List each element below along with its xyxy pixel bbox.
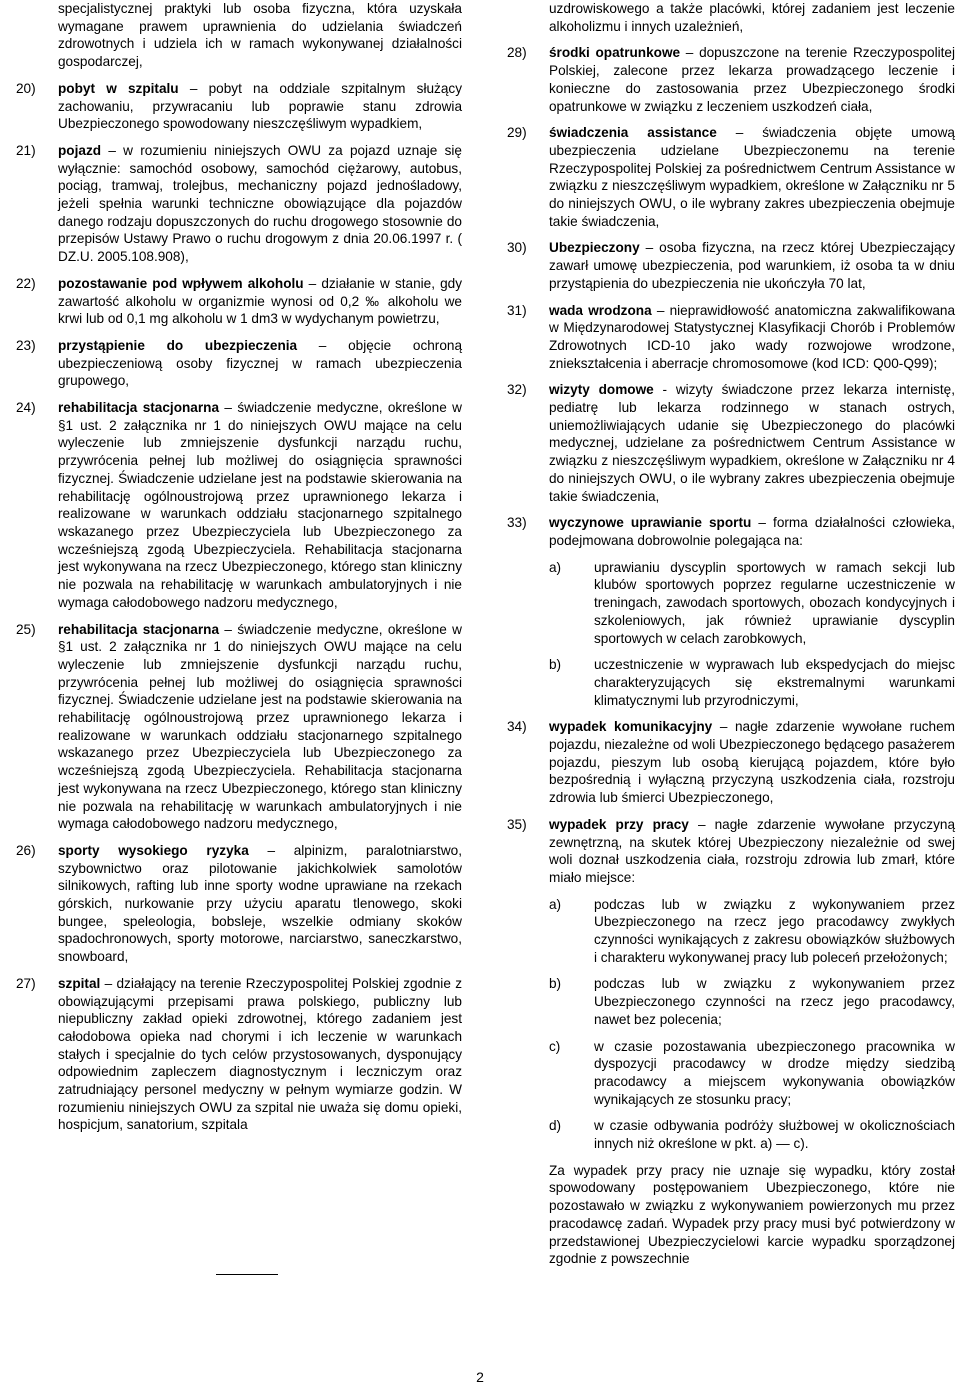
item-text: – świadczenie medyczne, określone w §1 ust. 2 załącznika nr 1 do niniejszych OWU mające na celu wyleczenie lub zmniejszenie dysfunkcji narządu ruchu, przywrócenia pełnej lub możliwej do osiągnięcia sprawności fizycznej. Świadczenie udzielane jest na podstawie skierowania na rehabilitację ogólnoustrojową przez uprawnionego lekarza i realizowane w warunkach oddziału stacjonarnego szpitalnego wskazanego przez Ubezpieczyciela lub Ubezpieczonego za wcześniejszą zgodą Ubezpieczyciela. Rehabilitacja stacjonarna jest wykonywana na rzecz Ubezpieczonego, którego stan kliniczny nie pozwala na rehabilitację w warunkach ambulatoryjnych i nie wymaga całodobowego nadzoru medycznego, — [58, 400, 462, 610]
item-text: – świadczenie medyczne, określone w §1 ust. 2 załącznika nr 1 do niniejszych OWU mające na celu wyleczenie lub zmniejszenie dysfunkcji narządu ruchu, przywrócenia pełnej lub możliwej do osiągnięcia sprawności fizycznej. Świadczenie udzielane jest na podstawie skierowania na rehabilitację ogólnoustrojową przez uprawnionego lekarza i realizowane w warunkach oddziału stacjonarnego szpitalnego wskazanego przez Ubezpieczyciela lub Ubezpieczonego za wcześniejszą zgodą Ubezpieczyciela. Rehabilitacja stacjonarna jest wykonywana na rzecz Ubezpieczonego, którego stan kliniczny nie pozwala na rehabilitację w warunkach ambulatoryjnych i nie wymaga całodobowego nadzoru medycznego, — [58, 621, 462, 832]
definition-29 — [507, 124, 955, 230]
item-text: - wizyty świadczone przez lekarza internistę, pediatrę lub lekarza rodzinnego w stanach ostrych, uniemożliwiających udanie się Ubezpieczonego do placówki medycznej, udzielane za pośrednictwem Centrum Assistance w związku z nieszczęśliwym wypadkiem, określone w Załączniku nr 4 do niniejszych OWU, o ile wybrany zakres ubezpieczenia obejmuje takie świadczenia, — [549, 382, 956, 504]
item-number: 28) — [507, 45, 527, 61]
paragraph-intro-right: uzdrowiskowego a także placówki, której zadaniem jest leczenie alkoholizmu i innych uzależnień, — [549, 1, 955, 34]
item-term: wypadek komunikacyjny — [549, 719, 713, 735]
subitem-text: w czasie pozostawania ubezpieczonego pracownika w dyspozycji pracodawcy w drodze między siedzibą pracodawcy a miejscem wykonywania obowiązków wynikających ze stosunku pracy; — [594, 1038, 955, 1107]
subitem-text: w czasie odbywania podróży służbowej w okolicznościach innych niż określone w pkt. a) — c). — [594, 1118, 955, 1152]
item-number: 27) — [16, 975, 36, 991]
item-term: sporty wysokiego ryzyka — [58, 842, 249, 858]
paragraph-intro-left: specjalistycznej praktyki lub osoba fizyczna, która uzyskała wymagane prawem uprawnienia do udzielania świadczeń zdrowotnych i udziela ich w ramach wykonywanej działalności gospodarczej, — [58, 1, 462, 70]
definition-28 — [507, 44, 955, 115]
subitem-letter: c) — [549, 1038, 561, 1054]
definition-35-subitems — [507, 896, 955, 1153]
item-number: 25) — [16, 621, 36, 637]
definition-35 — [507, 816, 955, 887]
item-text: – forma działalności człowieka, podejmowana dobrowolnie polegająca na: — [549, 515, 955, 548]
item-term: przystąpienie do ubezpieczenia — [58, 337, 298, 353]
right-column — [507, 0, 955, 1268]
item-number: 21) — [16, 142, 36, 158]
footnote-separator — [216, 1274, 278, 1275]
item-number: 30) — [507, 240, 527, 256]
subitem-letter: a) — [549, 896, 562, 912]
subitem-33a — [549, 559, 955, 648]
subitem-35a — [549, 896, 955, 967]
item-text: – świadczenia objęte umową ubezpieczenia udzielane Ubezpieczonemu na terenie Rzeczypospolitej Polskiej za pośrednictwem Centrum Assistance w związku z nieszczęśliwym wypadkiem, określone w Załączniku nr 5 do niniejszych OWU, o ile wybrany zakres ubezpieczenia obejmuje takie świadczenia, — [549, 125, 955, 229]
subitem-letter: d) — [549, 1118, 562, 1134]
item-text: – nieprawidłowość anatomiczna zakwalifikowana w Międzynarodowej Statystycznej Klasyfikacji Chorób i Problemów Zdrowotnych ICD-10 jako wady rozwojowe wrodzone, zniekształcenia i aberracje chromosomowe (kod ICD: Q00-Q99); — [549, 302, 956, 371]
item-term: pozostawanie pod wpływem alkoholu — [58, 275, 304, 291]
definition-22 — [16, 275, 462, 328]
item-term: wada wrodzona — [549, 302, 652, 318]
page-number: 2 — [476, 1369, 484, 1385]
item-number: 26) — [16, 842, 36, 858]
left-column — [16, 0, 462, 1134]
definition-33 — [507, 514, 955, 549]
item-text: – pobyt na oddziale szpitalnym służący zachowaniu, przywracaniu lub poprawie stanu zdrowia Ubezpieczonego spowodowany nieszczęśliwym wypadkiem, — [58, 80, 462, 132]
item-text: – działający na terenie Rzeczypospolitej Polskiej zgodnie z obowiązującymi przepisami prawa polskiego, publiczny lub niepubliczny zakład opieki zdrowotnej, którego zadaniem jest całodobowa opieka nad chorymi i ich leczenie w warunkach stałych i specjalnie do tych celów przystosowanych, dysponujący odpowiednim zapleczem diagnostycznym i leczniczym oraz zatrudniający personel medyczny w pełnym wymiarze godzin. W rozumieniu niniejszych OWU za szpital nie uważa się domu opieki, hospicjum, sanatorium, szpitala — [58, 975, 462, 1133]
definition-26 — [16, 842, 462, 966]
subitem-letter: b) — [549, 976, 562, 992]
subitem-text: uczestniczenie w wyprawach lub ekspedycjach do miejsc charakteryzujących się ekstremalnymi warunkami klimatycznymi lub przyrodniczymi, — [594, 657, 955, 708]
item-number: 34) — [507, 719, 527, 735]
item-term: wypadek przy pracy — [549, 816, 689, 832]
item-text: – nagłe zdarzenie wywołane ruchem pojazdu, niezależne od woli Ubezpieczonego będącego pasażerem pojazdu, pieszym lub osobą kierującą pojazdem, które było bezpośrednią i wyłączną przyczyną uszkodzenia ciała, rozstroju zdrowia lub śmierci Ubezpieczonego, — [549, 719, 955, 806]
item-term: wizyty domowe — [549, 382, 654, 398]
item-term: Ubezpieczony — [549, 240, 640, 256]
definition-32 — [507, 381, 955, 505]
item-text: – alpinizm, paralotniarstwo, szybownictwo oraz pilotowanie jakichkolwiek samolotów silnikowych, rafting lub inne sporty wodne uprawiane na rzekach górskich, nurkowanie przy użyciu aparatu tlenowego, skoki bungee, speleologia, bobsleje, wszelkie odmiany skoków spadochronowych, sporty motorowe, narciarstwo, saneczkarstwo, snowboard, — [58, 842, 462, 965]
definition-24 — [16, 399, 462, 611]
item-text: – objęcie ochroną ubezpieczeniową osoby fizycznej w ramach ubezpieczenia grupowego, — [58, 337, 463, 389]
item-text: – osoba fizyczna, na rzecz której Ubezpieczający zawarł umowę ubezpieczenia, pod warunkiem, iż osoba ta w dniu przystąpienia do ubezpieczenia nie ukończyła 70 lat, — [549, 240, 955, 291]
item-text: – działanie w stanie, gdy zawartość alkoholu w organizmie wynosi od 0,2 ‰ alkoholu we krwi lub od 0,1 mg alkoholu w 1 dm3 w wydychanym powietrzu, — [58, 275, 463, 327]
definition-31 — [507, 302, 955, 373]
item-number: 29) — [507, 125, 527, 141]
subitem-letter: a) — [549, 559, 562, 575]
item-term: szpital — [58, 975, 101, 991]
item-number: 35) — [507, 816, 527, 832]
definition-33-subitems — [507, 559, 955, 710]
item-term: środki opatrunkowe — [549, 45, 681, 61]
definition-23 — [16, 337, 462, 390]
item-term: wyczynowe uprawianie sportu — [549, 515, 752, 531]
definition-30 — [507, 239, 955, 292]
item-number: 24) — [16, 400, 36, 416]
item-number: 20) — [16, 80, 36, 96]
subitem-35b — [549, 975, 955, 1028]
item-term: rehabilitacja stacjonarna — [58, 621, 220, 637]
item-number: 23) — [16, 337, 36, 353]
item-number: 32) — [507, 382, 527, 398]
subitem-35d — [549, 1117, 955, 1152]
subitem-35c — [549, 1038, 955, 1109]
item-number: 22) — [16, 275, 36, 291]
definition-34 — [507, 718, 955, 807]
item-term: rehabilitacja stacjonarna — [58, 400, 220, 416]
definition-25 — [16, 621, 462, 833]
item-term: pojazd — [58, 142, 102, 158]
subitem-text: uprawianiu dyscyplin sportowych w ramach sekcji lub klubów sportowych poprzez regularne uczestniczenie w treningach, zawodach sportowych, obozach kondycyjnych i szkoleniowych, jak również uprawianie dyscyplin sportowych w celach zarobkowych, — [594, 559, 955, 646]
subitem-letter: b) — [549, 657, 562, 673]
definition-27 — [16, 975, 462, 1134]
item-number: 31) — [507, 302, 527, 318]
paragraph-closing: Za wypadek przy pracy nie uznaje się wypadku, który został spowodowany postępowaniem Ubezpieczonego, które nie pozostawało w związku z wykonywaniem powierzonych mu przez pracodawcę zadań. Wypadek przy pracy musi być potwierdzony w przedstawionej Ubezpieczycielowi karcie wypadku sporządzonej zgodnie z powszechnie — [549, 1162, 955, 1267]
subitem-text: podczas lub w związku z wykonywaniem przez Ubezpieczonego na rzecz jego pracodawcy zwykłych czynności wynikających z zakresu obowiązków służbowych i charakteru wykonywanej pracy lub poleceń przełożonych; — [594, 896, 955, 965]
definition-20 — [16, 80, 462, 133]
definition-21 — [16, 142, 462, 266]
item-text: – w rozumieniu niniejszych OWU za pojazd uznaje się wyłącznie: samochód osobowy, samochód ciężarowy, autobus, pociąg, tramwaj, trolejbus, mechaniczny pojazd jednośladowy, jeżeli spełnia warunki techniczne obowiązujące dla pojazdów danego rodzaju dopuszczonych do ruchu drogowego stosownie do przepisów Ustawy Prawo o ruchu drogowym z dnia 20.06.1997 r. ( DZ.U. 2005.108.908), — [58, 142, 462, 265]
subitem-33b — [549, 656, 955, 709]
item-term: świadczenia assistance — [549, 125, 717, 141]
item-number: 33) — [507, 515, 527, 531]
item-text: – dopuszczone na terenie Rzeczypospolitej Polskiej, zalecone przez lekarza prowadzącego leczenie i konieczne do zastosowania przez Ubezpieczonego środki opatrunkowe w związku z leczeniem uszkodzeń ciała, — [549, 45, 955, 114]
item-term: pobyt w szpitalu — [58, 80, 179, 96]
subitem-text: podczas lub w związku z wykonywaniem przez Ubezpieczonego czynności na rzecz jego pracodawcy, nawet bez polecenia; — [594, 976, 955, 1027]
item-text: – nagłe zdarzenie wywołane przyczyną zewnętrzną, na skutek której Ubezpieczony niezależnie od swej woli doznał uszkodzenia ciała, rozstroju zdrowia lub zmarł, które miało miejsce: — [549, 816, 956, 885]
